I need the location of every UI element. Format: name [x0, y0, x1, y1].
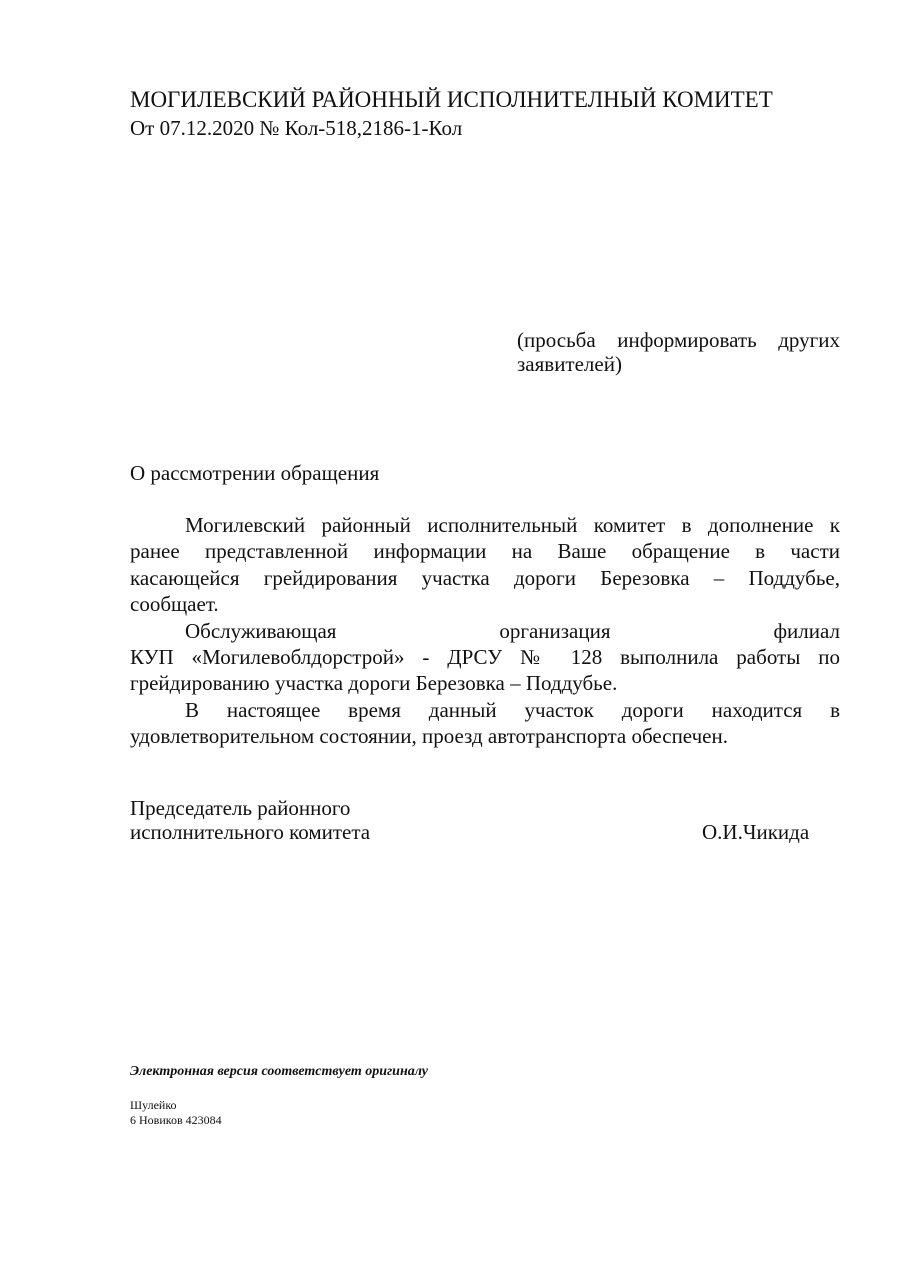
signatory-title-line: Председатель районного	[130, 796, 351, 820]
executor-phone: 6 Новиков 423084	[130, 1113, 222, 1127]
signatory-name: О.И.Чикида	[702, 820, 810, 844]
body-line: сообщает.	[130, 592, 219, 617]
body-line: касающейся грейдирования участка дороги Березовка – Поддубье,	[130, 565, 840, 590]
body-line: Могилевский районный исполнительный комитет в дополнение к	[185, 513, 840, 537]
executor-name: Шулейко	[130, 1098, 177, 1112]
subject-line: О рассмотрении обращения	[130, 461, 380, 485]
body-line: В настоящее время данный участок дороги находится в	[185, 697, 840, 722]
distribution-note: (просьба информировать других заявителей)	[517, 328, 840, 376]
electronic-version-note: Электронная версия соответствует оригиналу	[130, 1064, 428, 1079]
body-line: грейдированию участка дороги Березовка – Поддубье.	[130, 671, 618, 696]
body-line: КУП «Могилевоблдорстрой» - ДРСУ № 128 выполнила работы по	[130, 645, 840, 670]
paragraph-1	[130, 512, 840, 618]
body-line: ранее представленной информации на Ваше обращение в части	[130, 539, 840, 564]
signatory-title	[130, 796, 370, 844]
body-line: удовлетворительном состоянии, проезд автотранспорта обеспечен.	[130, 724, 728, 749]
executor-info	[130, 1098, 222, 1128]
signatory-title-line: исполнительного комитета	[130, 820, 371, 844]
letter-body	[130, 512, 840, 750]
document-reference: От 07.12.2020 № Кол-518,2186-1-Кол	[130, 116, 463, 140]
paragraph-2	[130, 618, 840, 697]
body-line: Обслуживающая организация филиал	[185, 618, 840, 643]
paragraph-3	[130, 697, 840, 750]
organization-title: МОГИЛЕВСКИЙ РАЙОННЫЙ ИСПОЛНИТЕЛНЫЙ КОМИТЕТ	[130, 87, 773, 112]
